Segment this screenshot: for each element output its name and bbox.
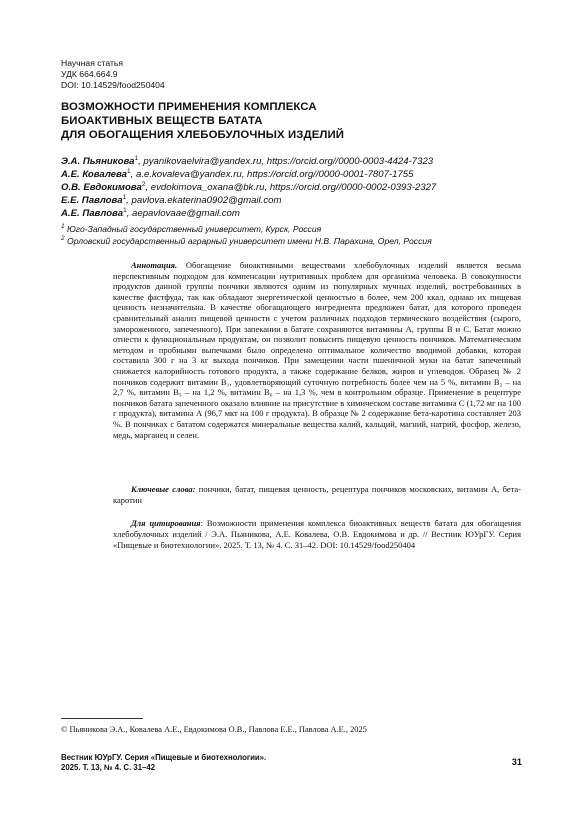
affiliation-mark: 1 bbox=[61, 223, 65, 230]
doi: DOI: 10.14529/food250404 bbox=[61, 80, 165, 91]
author-row bbox=[61, 168, 531, 181]
abstract-label: Аннотация. bbox=[131, 260, 178, 270]
title-line: ВОЗМОЖНОСТИ ПРИМЕНЕНИЯ КОМПЛЕКСА bbox=[61, 101, 317, 113]
journal-footer bbox=[61, 753, 266, 774]
copyright-notice: © Пьяникова Э.А., Ковалева А.Е., Евдокимова О.В., Павлова Е.Е., Павлова А.Е., 2025 bbox=[61, 725, 367, 734]
author-row bbox=[61, 155, 531, 168]
author-list bbox=[61, 155, 531, 220]
author-name: А.Е. Павлова bbox=[61, 208, 124, 219]
author-affil-mark: 1 bbox=[123, 207, 127, 214]
udc-code: УДК 664.664.9 bbox=[61, 69, 118, 80]
affiliation-text: Орловский государственный аграрный университет имени Н.В. Парахина, Орел, Россия bbox=[64, 235, 432, 246]
author-contact[interactable]: , a.e.kovaleva@yandex.ru, https://orcid.org//0000-0001-7807-1755 bbox=[130, 169, 414, 180]
footnote-divider bbox=[61, 718, 143, 719]
author-contact[interactable]: , pyanikovaelvira@yandex.ru, https://orcid.org//0000-0003-4424-7323 bbox=[138, 156, 434, 167]
abstract bbox=[113, 260, 521, 440]
author-name: А.Е. Ковалева bbox=[61, 169, 128, 180]
citation bbox=[113, 518, 521, 550]
keywords bbox=[113, 484, 521, 505]
author-contact[interactable]: , evdokimova_oxana@bk.ru, https://orcid.org//0000-0002-0393-2327 bbox=[145, 182, 437, 193]
author-affil-mark: 2 bbox=[141, 181, 146, 188]
keywords-text: пончики, батат, пищевая ценность, рецептура пончиков московских, витамин А, бета-каротин bbox=[113, 484, 521, 505]
title-line: БИОАКТИВНЫХ ВЕЩЕСТВ БАТАТА bbox=[61, 115, 263, 127]
journal-name: Вестник ЮУрГУ. Серия «Пищевые и биотехнологии». bbox=[61, 753, 267, 762]
author-row bbox=[61, 194, 531, 207]
author-name: Е.Е. Павлова bbox=[61, 195, 123, 206]
abstract-text: Обогащение биоактивными веществами хлебобулочных изделий является весьма перспективным подходом для компенсации нутритивных проблем для организма человека. В совокупности продуктов данной группы пончики являются одним из популярных мучных изделий, востребованных в качестве фастфуда, так как обладают энергетической ценностью в более, чем 200 ккал, однако их пищевая ценность незначительна. В качестве обогащающего ингредиента предложен батат, для которого проведен сравнительный анализ пищевой ценности с учетом различных подходов термического воздействия (сырого, замороженного, запеченного). При запекании в батате сохраняются витамины А, группы В и С. Батат можно отнести к функциональным продуктам, он позволит повысить пищевую ценность пончиков. Математическим методом и пробными выпечками было определено оптимальное количество вводимой добавки, которая составила 300 г на 3 кг выхода пончиков. При замещении части пшеничной муки на батат запеченный снижается калорийность готового продукта, а также содержание белков, жиров и углеводов. Образец № 2 пончиков содержит витамин B₁, удовлетворяющий суточную потребность более чем на 5 %, витамин B₂ – на 2,7 %, витамин B₅ – на 1,2 %, витамин B₆ – на 1,3 %, чем в контрольном образце. Применение в рецептуре пончиков батата запеченного оказало влияние на присутствие в химическом составе витамина С (1,72 мг на 100 г продукта), витамина А (96,7 мкт на 100 г продукта). В образце № 2 содержание бета-каротина составляет 203 %. В пончиках с бататом содержатся минеральные вещества калий, кальций, магний, натрий, фосфор, железо, медь, марганец и селен. bbox=[113, 260, 521, 440]
page-number: 31 bbox=[511, 757, 522, 767]
author-affil-mark: 1 bbox=[127, 168, 131, 175]
author-row bbox=[61, 207, 531, 220]
citation-label: Для цитирования bbox=[131, 518, 201, 528]
author-name: Э.А. Пьяникова bbox=[61, 156, 135, 167]
author-name: О.В. Евдокимова bbox=[61, 182, 142, 193]
article-type: Научная статья bbox=[61, 58, 124, 68]
affiliation-text: Юго-Западный государственный университет, Курск, Россия bbox=[64, 224, 322, 234]
article-meta bbox=[61, 58, 165, 92]
author-contact[interactable]: , pavlova.ekaterina0902@gmail.com bbox=[126, 195, 282, 206]
author-affil-mark: 1 bbox=[122, 194, 127, 201]
affiliation-list bbox=[61, 224, 531, 247]
affiliation-mark: 2 bbox=[61, 234, 65, 242]
affiliation bbox=[61, 224, 531, 236]
author-row bbox=[61, 181, 531, 194]
journal-issue: 2025. Т. 13, № 4. С. 31–42 bbox=[61, 763, 156, 773]
article-title bbox=[61, 100, 531, 142]
author-contact[interactable]: , aepavlovaae@gmail.com bbox=[126, 208, 240, 219]
title-line: ДЛЯ ОБОГАЩЕНИЯ ХЛЕБОБУЛОЧНЫХ ИЗДЕЛИЙ bbox=[61, 129, 345, 141]
keywords-label: Ключевые слова: bbox=[131, 484, 196, 494]
affiliation bbox=[61, 236, 531, 248]
citation-text: : Возможности применения комплекса биоактивных веществ батата для обогащения хлебобулочных изделий / Э.А. Пьяникова, А.Е. Ковалева, О.В. Евдокимова и др. // Вестник ЮУрГУ. Серия «Пищевые и биотехнологии». 2025. Т. 13, № 4. С. 31–42. DOI: 10.14529/food250404 bbox=[113, 518, 522, 550]
author-affil-mark: 1 bbox=[134, 155, 139, 162]
